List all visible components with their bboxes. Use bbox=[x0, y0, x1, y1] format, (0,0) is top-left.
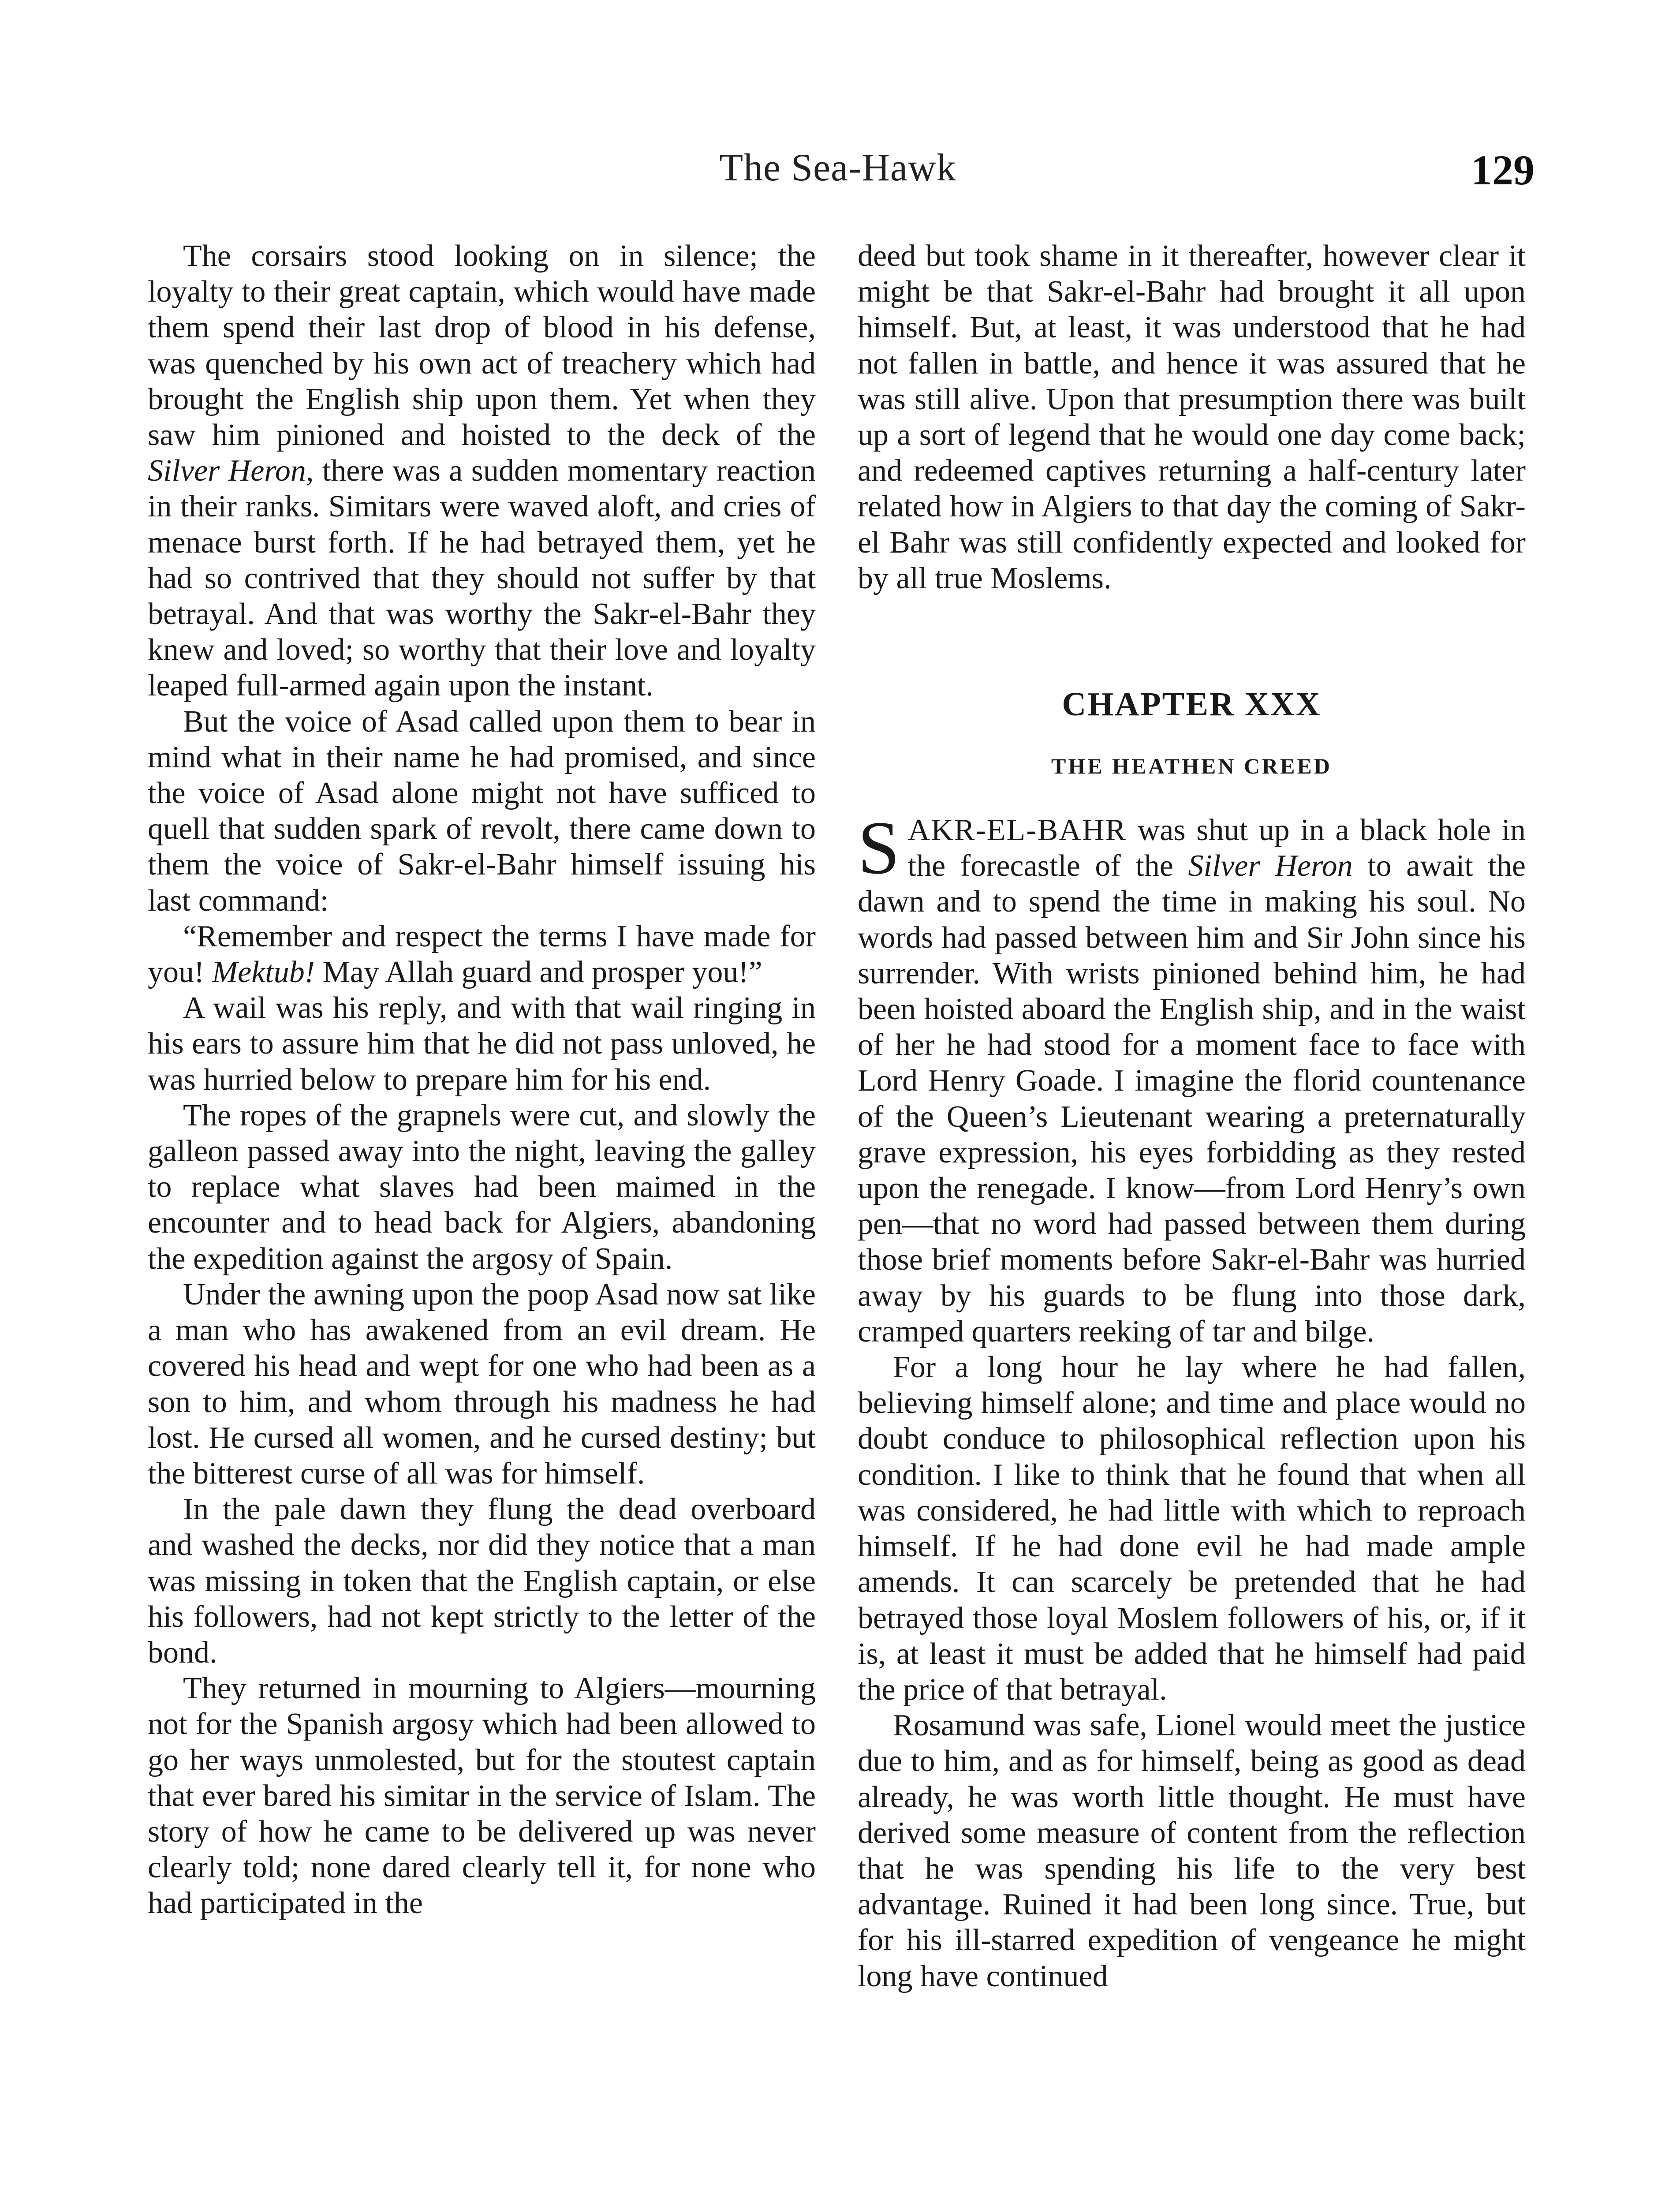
drop-cap: S bbox=[858, 806, 900, 890]
paragraph: The ropes of the grapnels were cut, and slowly the galleon passed away into the night, leaving the galley to replace what slaves had been maimed in the encounter and to head back for Algiers, abandoning the expedition against the argosy of Spain. bbox=[148, 1098, 816, 1276]
paragraph: Under the awning upon the poop Asad now sat like a man who has awakened from an evil dream. He covered his head and wept for one who had been as a son to him, and whom through his madness he had lost. He cursed all women, and he cursed destiny; but the bitterest curse of all was for himself. bbox=[148, 1277, 816, 1491]
left-text-column bbox=[148, 238, 816, 1921]
ship-name: Silver Heron, bbox=[148, 454, 314, 488]
paragraph: For a long hour he lay where he had fallen, believing himself alone; and time and place would no doubt conduce to philosophical reflection upon his condition. I like to think that he found that when all was considered, he had little with which to reproach himself. If he had done evil he had made ample amends. It can scarcely be pretended that he had betrayed those loyal Moslem followers of his, or, if it is, at least it must be added that he himself had paid the price of that betrayal. bbox=[858, 1350, 1526, 1707]
ship-name: Silver Heron bbox=[1188, 849, 1353, 883]
right-text-column bbox=[858, 238, 1526, 1994]
chapter-heading: CHAPTER XXX bbox=[1062, 686, 1322, 723]
paragraph: The corsairs stood looking on in silence; the loyalty to their great captain, which would have made them spend their last drop of blood in his defense, was quenched by his own act of treachery which had brought the English ship upon them. Yet when they saw him pinioned and hoisted to the deck of the Silver Heron, there was a sudden momentary reaction in their ranks. Simitars were waved aloft, and cries of menace burst forth. If he had betrayed them, yet he had so contrived that they should not suffer by that betrayal. And that was worthy the Sakr-el-Bahr they knew and loved; so worthy that their love and loyalty leaped full-armed again upon the instant. bbox=[148, 239, 816, 703]
paragraph: But the voice of Asad called upon them to bear in mind what in their name he had promised, and since the voice of Asad alone might not have sufficed to quell that sudden spark of revolt, there came down to them the voice of Sakr-el-Bahr himself issuing his last command: bbox=[148, 704, 816, 918]
running-title: The Sea-Hawk bbox=[719, 146, 956, 189]
paragraph: They returned in mourning to Algiers—mourning not for the Spanish argosy which had been allowed to go her ways unmolested, but for the stoutest captain that ever bared his simitar in the service of Islam. The story of how he came to be delivered up was never clearly told; none dared clearly tell it, for none who had participated in the bbox=[148, 1671, 816, 1921]
page-number: 129 bbox=[1471, 146, 1534, 194]
paragraph: Rosamund was safe, Lionel would meet the justice due to him, and as for himself, being as good as dead already, he was worth little thought. He must have derived some measure of content from the reflection that he was spending his life to the very best advantage. Ruined it had been long since. True, but for his ill-starred expedition of vengeance he might long have continued bbox=[858, 1708, 1526, 1993]
paragraph: deed but took shame in it thereafter, however clear it might be that Sakr-el-Bahr had brought it all upon himself. But, at least, it was understood that he had not fallen in battle, and hence it was assured that he was still alive. Upon that presumption there was built up a sort of legend that he would one day come back; and redeemed captives returning a half-century later related how in Algiers to that day the coming of Sakr-el Bahr was still confidently expected and looked for by all true Moslems. bbox=[858, 239, 1526, 595]
foreign-word: Mektub! bbox=[212, 955, 315, 990]
paragraph: “Remember and respect the terms I have made for you! Mektub! May Allah guard and prosper you!” bbox=[148, 919, 816, 990]
paragraph: A wail was his reply, and with that wail ringing in his ears to assure him that he did not pass unloved, he was hurried below to prepare him for his end. bbox=[148, 991, 816, 1097]
chapter-subtitle: THE HEATHEN CREED bbox=[1051, 754, 1332, 779]
paragraph: In the pale dawn they flung the dead overboard and washed the decks, nor did they notice that a man was missing in token that the English captain, or else his followers, had not kept strictly to the letter of the bond. bbox=[148, 1492, 816, 1670]
chapter-opening-paragraph: SAKR-EL-BAHR was shut up in a black hole in the forecastle of the Silver Heron to await the dawn and to spend the time in making his soul. No words had passed between him and Sir John since his surrender. With wrists pinioned behind him, he had been hoisted aboard the English ship, and in the waist of her he had stood for a moment face to face with Lord Henry Goade. I imagine the florid countenance of the Queen’s Lieutenant wearing a preternaturally grave expression, his eyes forbidding as they rested upon the renegade. I know—from Lord Henry’s own pen—that no word had passed between them during those brief moments before Sakr-el-Bahr was hurried away by his guards to be flung into those dark, cramped quarters reeking of tar and bilge. bbox=[858, 806, 1526, 1349]
